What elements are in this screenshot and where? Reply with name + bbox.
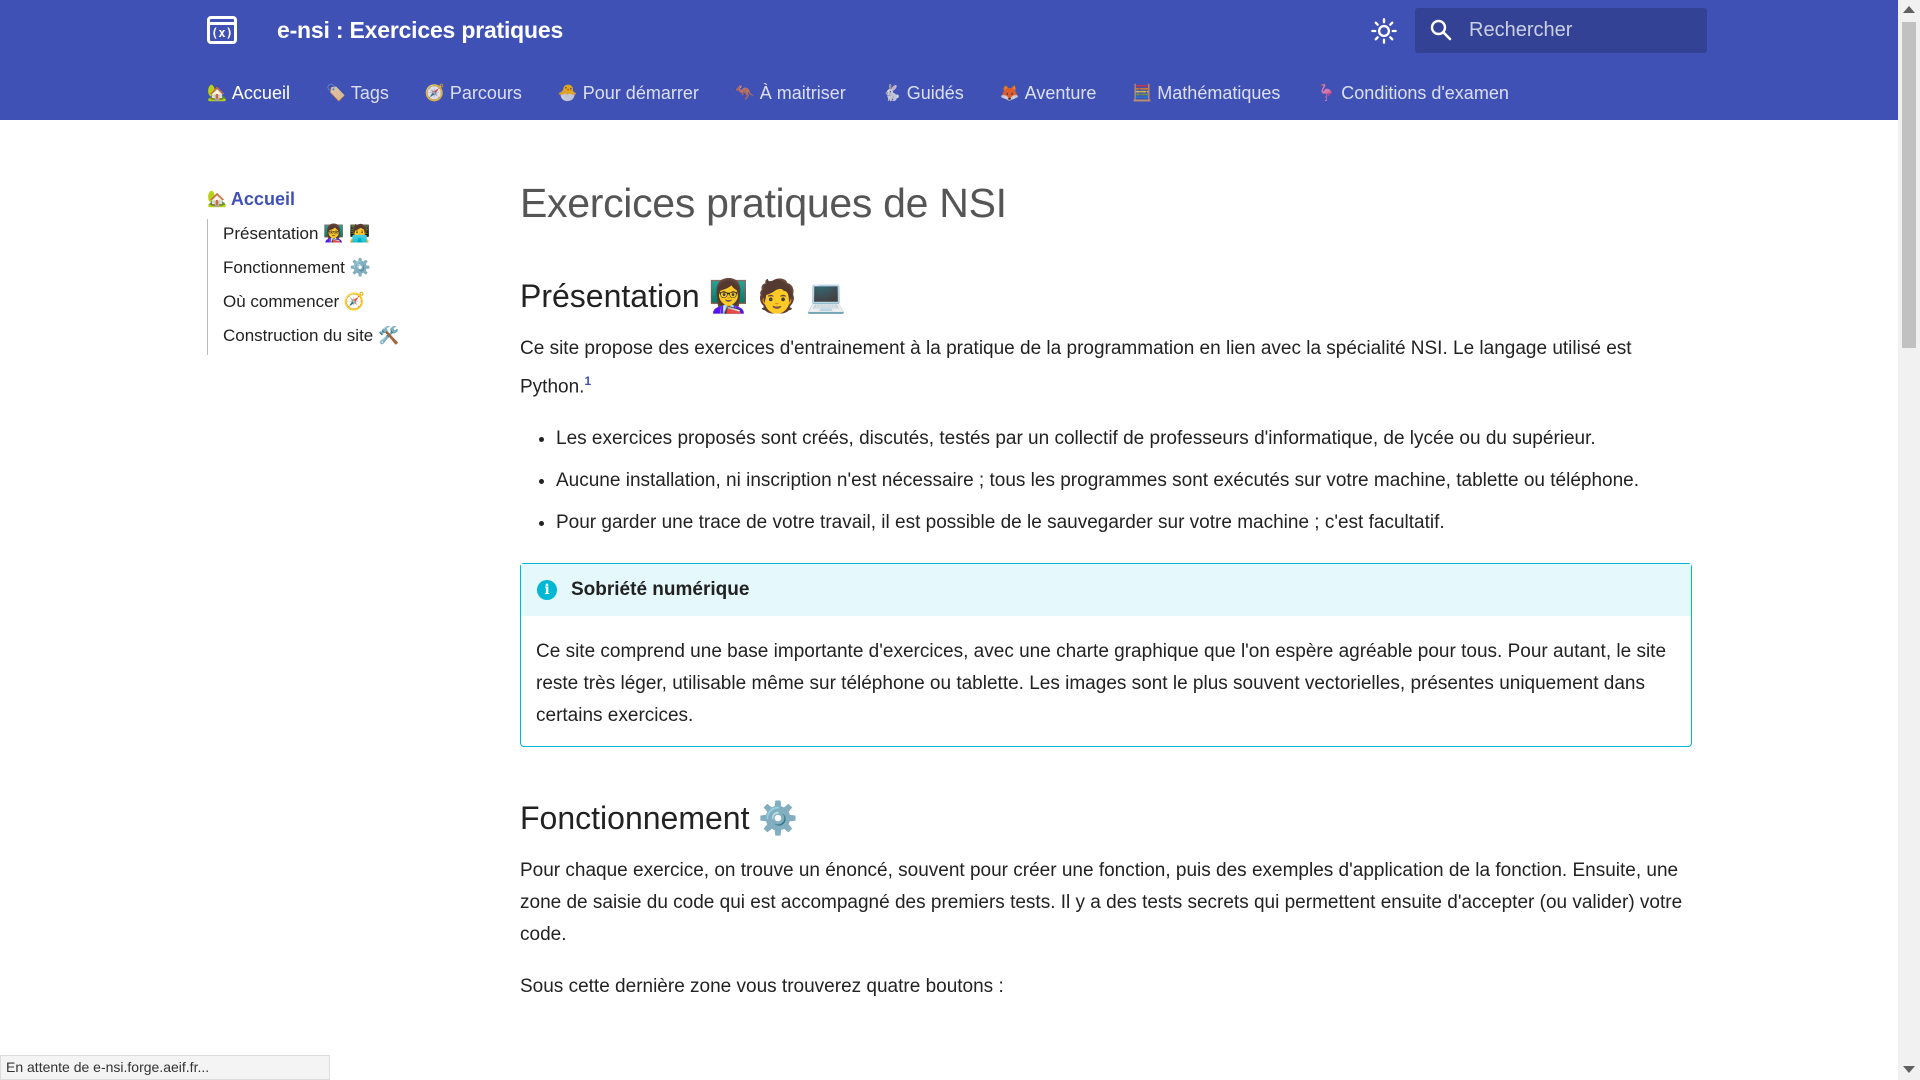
- fox-icon: 🦊: [999, 85, 1020, 102]
- house-icon: 🏡: [207, 191, 227, 208]
- tab-parcours[interactable]: [425, 78, 522, 108]
- tab-label: Tags: [350, 82, 389, 103]
- tab-label: À maitriser: [759, 82, 846, 103]
- tab-mathematiques[interactable]: [1132, 78, 1280, 108]
- site-title[interactable]: e-nsi : Exercices pratiques: [277, 17, 564, 43]
- scroll-up-arrow-icon[interactable]: [1903, 6, 1915, 13]
- tab-label: Accueil: [231, 82, 290, 103]
- tab-aventure[interactable]: [1000, 78, 1097, 108]
- search-input[interactable]: [1469, 8, 1699, 53]
- tab-label: Pour démarrer: [582, 82, 699, 103]
- list-item: • Pour garder une trace de votre travail, il est possible de le sauvegarder sur votre machine ; c'est facultatif.: [556, 507, 1692, 539]
- tab-label: Conditions d'examen: [1341, 82, 1509, 103]
- features-list: [556, 423, 1692, 539]
- flamingo-icon: 🦩: [1316, 85, 1337, 102]
- rabbit-icon: 🐇: [881, 85, 902, 102]
- list-item: • Aucune installation, ni inscription n'est nécessaire ; tous les programmes sont exécutés sur votre machine, tablette ou téléphone.: [556, 465, 1692, 497]
- fonctionnement-paragraph: Pour chaque exercice, on trouve un énoncé, souvent pour créer une fonction, puis des exemples d'application de la fonction. Ensuite, une zone de saisie du code qui est accompagné des premiers tests. Il y a des tests secrets qui permettent ensuite d'accepter (ou valider) votre code.: [520, 860, 1683, 946]
- abacus-icon: 🧮: [1132, 85, 1153, 102]
- footnote-link[interactable]: 1: [584, 374, 592, 388]
- tab-label: Mathématiques: [1157, 82, 1281, 103]
- info-icon: i: [537, 580, 557, 600]
- scroll-down-arrow-icon[interactable]: [1903, 1066, 1915, 1073]
- list-item: • Les exercices proposés sont créés, discutés, testés par un collectif de professeurs d'informatique, de lycée ou du supérieur.: [556, 423, 1692, 455]
- sidebar-list: [207, 219, 467, 355]
- search-icon: [1429, 18, 1453, 42]
- page-title: Exercices pratiques de NSI: [520, 180, 1007, 226]
- tab-a-maitriser[interactable]: [735, 78, 846, 108]
- boutons-paragraph: Sous cette dernière zone vous trouverez quatre boutons :: [520, 976, 1004, 998]
- compass-icon: 🧭: [424, 85, 445, 102]
- search-box[interactable]: [1415, 8, 1707, 53]
- intro-text: Ce site propose des exercices d'entrainement à la pratique de la programmation en lien avec la spécialité NSI. Le langage utilisé est Python.: [520, 338, 1632, 398]
- sidebar-toc: [207, 185, 467, 355]
- admonition-title-bar: [521, 564, 1691, 616]
- logo-text: (x): [211, 26, 233, 40]
- section-title-fonctionnement: Fonctionnement ⚙️: [520, 800, 799, 837]
- vertical-scrollbar[interactable]: [1898, 0, 1920, 1080]
- sidebar-item-presentation[interactable]: Présentation 👩‍🏫 🧑‍💻: [223, 224, 371, 243]
- sidebar-item-ou-commencer[interactable]: Où commencer 🧭: [223, 292, 366, 311]
- browser-status-bar: En attente de e-nsi.forge.aeif.fr...: [0, 1055, 330, 1080]
- site-logo-icon[interactable]: [207, 16, 237, 44]
- sidebar-item-accueil[interactable]: [207, 185, 467, 213]
- tag-icon: 🏷️: [325, 85, 346, 102]
- admonition-body: Ce site comprend une base importante d'exercices, avec une charte graphique que l'on espère agréable pour tous. Pour autant, le site reste très léger, utilisable même sur téléphone ou tablette. Les images sont le plus souvent vectorielles, présentes uniquement dans certains exercices.: [536, 641, 1667, 727]
- tab-pour-demarrer[interactable]: [558, 78, 699, 108]
- admonition-title: Sobriété numérique: [571, 579, 750, 601]
- tab-label: Parcours: [449, 82, 522, 103]
- tab-label: Guidés: [906, 82, 964, 103]
- top-header: [0, 0, 1898, 120]
- info-admonition: [520, 563, 1692, 747]
- main-content: [520, 180, 1692, 1023]
- tab-accueil[interactable]: [207, 78, 290, 108]
- house-icon: 🏡: [207, 85, 227, 102]
- tab-tags[interactable]: [326, 78, 389, 108]
- sidebar-item-construction[interactable]: Construction du site 🛠️: [223, 326, 400, 345]
- tab-guides[interactable]: [882, 78, 964, 108]
- scrollbar-thumb[interactable]: [1902, 22, 1916, 348]
- main-tabs: [207, 78, 1545, 108]
- kangaroo-icon: 🦘: [734, 85, 755, 102]
- sidebar-item-label: Accueil: [230, 188, 295, 209]
- intro-paragraph: [520, 333, 1692, 403]
- sidebar-item-fonctionnement[interactable]: Fonctionnement ⚙️: [223, 258, 371, 277]
- theme-toggle-icon[interactable]: [1370, 17, 1398, 45]
- chick-icon: 🐣: [557, 85, 578, 102]
- tab-label: Aventure: [1024, 82, 1097, 103]
- tab-conditions-examen[interactable]: [1316, 78, 1508, 108]
- section-title-presentation: Présentation 👩‍🏫 🧑 💻: [520, 278, 846, 314]
